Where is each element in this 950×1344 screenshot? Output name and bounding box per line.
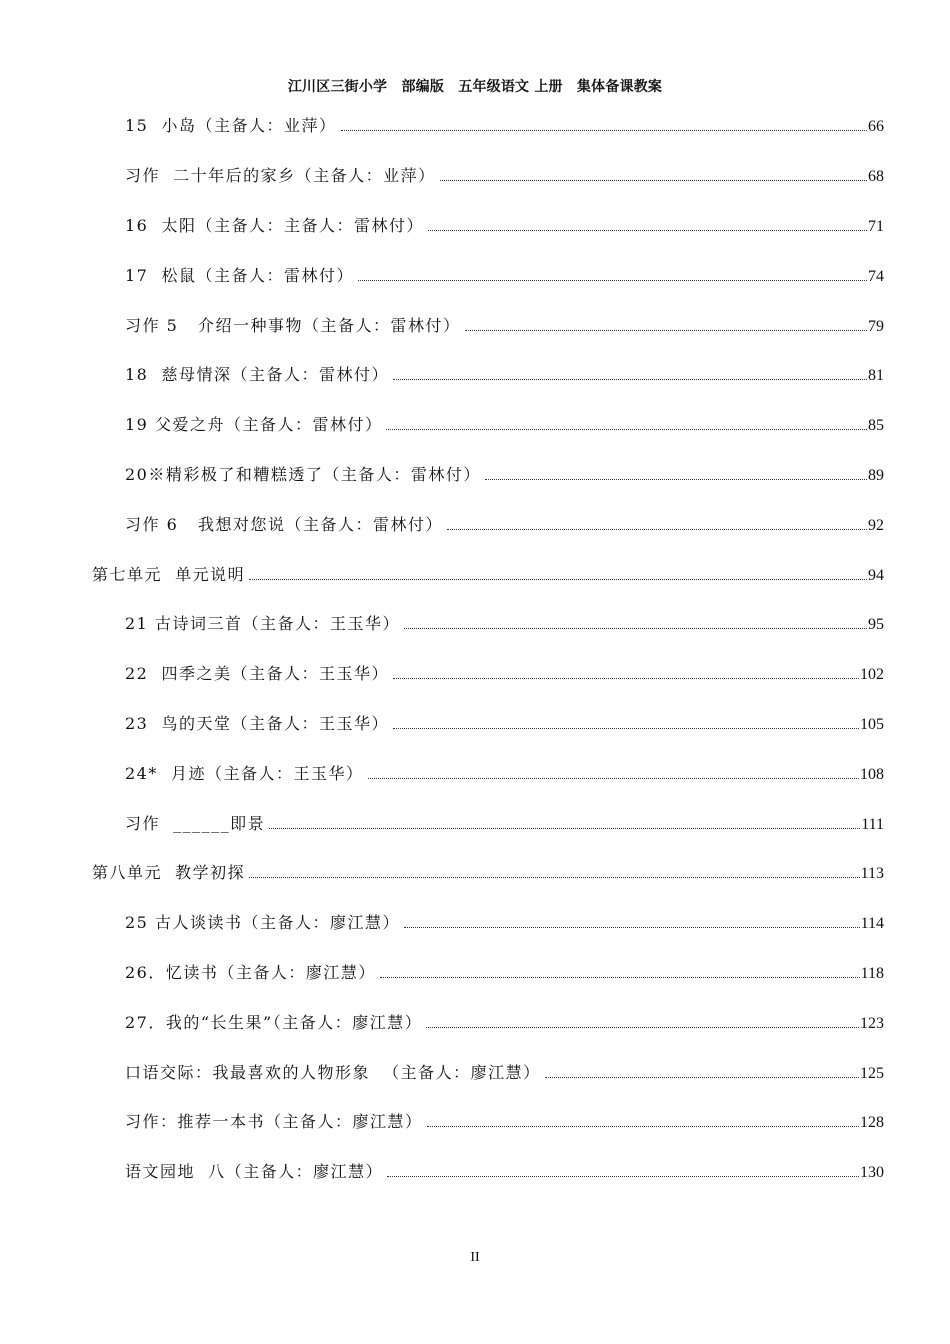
- table-of-contents: [0, 100, 950, 1196]
- toc-entry-page: 113: [860, 865, 884, 883]
- toc-entry-page: 95: [868, 616, 884, 634]
- toc-entry[interactable]: [0, 399, 950, 449]
- toc-entry-page: 114: [860, 915, 884, 933]
- dot-leader: [387, 1176, 859, 1177]
- toc-entry[interactable]: [0, 797, 950, 847]
- toc-entry[interactable]: [0, 598, 950, 648]
- toc-entry-title: 15 小岛（主备人：业萍）: [125, 116, 337, 136]
- toc-entry-page: 85: [868, 417, 884, 435]
- toc-entry-title: 语文园地 八（主备人：廖江慧）: [125, 1162, 384, 1182]
- toc-entry-page: 94: [868, 566, 884, 584]
- dot-leader: [404, 927, 860, 928]
- toc-entry-title: 27．我的“长生果”（主备人：廖江慧）: [125, 1012, 423, 1032]
- toc-entry-page: 123: [860, 1014, 884, 1032]
- toc-entry[interactable]: [0, 100, 950, 150]
- dot-leader: [393, 728, 859, 729]
- toc-entry-page: 125: [860, 1064, 884, 1082]
- toc-entry-page: 89: [868, 466, 884, 484]
- toc-entry[interactable]: [0, 349, 950, 399]
- toc-entry[interactable]: [0, 299, 950, 349]
- toc-entry[interactable]: [0, 996, 950, 1046]
- toc-entry-title: 24* 月迹（主备人：王玉华）: [125, 763, 364, 783]
- toc-entry-title: 习作 二十年后的家乡（主备人：业萍）: [125, 166, 436, 186]
- dot-leader: [249, 579, 867, 580]
- dot-leader: [358, 280, 867, 281]
- toc-entry[interactable]: [0, 249, 950, 299]
- dot-leader: [465, 330, 867, 331]
- toc-entry-title: 口语交际：我最喜欢的人物形象 （主备人：廖江慧）: [125, 1062, 541, 1082]
- toc-entry-page: 81: [868, 367, 884, 385]
- toc-entry-page: 92: [868, 516, 884, 534]
- toc-entry[interactable]: [0, 498, 950, 548]
- dot-leader: [368, 778, 859, 779]
- toc-entry[interactable]: [0, 1146, 950, 1196]
- toc-entry-page: 102: [860, 666, 884, 684]
- toc-entry[interactable]: [0, 947, 950, 997]
- dot-leader: [427, 1126, 859, 1127]
- toc-entry-page: 74: [868, 267, 884, 285]
- dot-leader: [426, 1027, 859, 1028]
- toc-entry-title: 第八单元 教学初探: [92, 863, 246, 883]
- dot-leader: [386, 429, 867, 430]
- toc-unit-entry[interactable]: [0, 548, 950, 598]
- toc-entry-page: 66: [868, 118, 884, 136]
- toc-entry-page: 111: [861, 815, 884, 833]
- page-number: II: [470, 1250, 480, 1265]
- toc-entry-title: 18 慈母情深（主备人：雷林付）: [125, 365, 390, 385]
- toc-entry-title: 26．忆读书（主备人：廖江慧）: [125, 962, 376, 982]
- toc-entry-title: 16 太阳（主备人：主备人：雷林付）: [125, 215, 425, 235]
- toc-entry-title: 习作 6 我想对您说（主备人：雷林付）: [125, 514, 444, 534]
- toc-entry[interactable]: [0, 150, 950, 200]
- dot-leader: [269, 828, 860, 829]
- dot-leader: [404, 628, 867, 629]
- toc-entry-page: 108: [860, 765, 884, 783]
- toc-entry-title: 19 父爱之舟（主备人：雷林付）: [125, 415, 383, 435]
- toc-entry-title: 25 古人谈读书（主备人：廖江慧）: [125, 913, 400, 933]
- toc-entry[interactable]: [0, 1096, 950, 1146]
- dot-leader: [447, 529, 867, 530]
- dot-leader: [393, 379, 867, 380]
- toc-entry[interactable]: [0, 897, 950, 947]
- toc-entry-title: 20※精彩极了和糟糕透了（主备人：雷林付）: [125, 464, 481, 484]
- dot-leader: [440, 180, 867, 181]
- toc-entry-page: 79: [868, 317, 884, 335]
- toc-entry-title: 习作：推荐一本书（主备人：廖江慧）: [125, 1112, 423, 1132]
- dot-leader: [485, 479, 867, 480]
- toc-entry[interactable]: [0, 449, 950, 499]
- toc-entry-title: 22 四季之美（主备人：王玉华）: [125, 664, 390, 684]
- toc-entry[interactable]: [0, 1046, 950, 1096]
- toc-entry-page: 130: [860, 1164, 884, 1182]
- dot-leader: [249, 877, 859, 878]
- toc-entry-title: 习作 ______即景: [125, 813, 266, 833]
- toc-unit-entry[interactable]: [0, 847, 950, 897]
- document-header: 江川区三街小学 部编版 五年级语文 上册 集体备课教案: [287, 79, 663, 95]
- toc-entry[interactable]: [0, 648, 950, 698]
- toc-entry-title: 23 鸟的天堂（主备人：王玉华）: [125, 713, 390, 733]
- toc-entry-page: 68: [868, 168, 884, 186]
- toc-entry-title: 第七单元 单元说明: [92, 564, 246, 584]
- dot-leader: [380, 977, 860, 978]
- toc-entry-page: 71: [868, 217, 884, 235]
- toc-entry-title: 习作 5 介绍一种事物（主备人：雷林付）: [125, 315, 461, 335]
- toc-entry-page: 105: [860, 715, 884, 733]
- dot-leader: [428, 230, 867, 231]
- toc-entry[interactable]: [0, 200, 950, 250]
- dot-leader: [545, 1077, 859, 1078]
- toc-entry-title: 21 古诗词三首（主备人：王玉华）: [125, 614, 400, 634]
- dot-leader: [341, 130, 867, 131]
- dot-leader: [393, 678, 859, 679]
- toc-entry-page: 128: [860, 1114, 884, 1132]
- toc-entry-page: 118: [860, 964, 884, 982]
- toc-entry[interactable]: [0, 747, 950, 797]
- toc-entry-title: 17 松鼠（主备人：雷林付）: [125, 265, 355, 285]
- toc-entry[interactable]: [0, 698, 950, 748]
